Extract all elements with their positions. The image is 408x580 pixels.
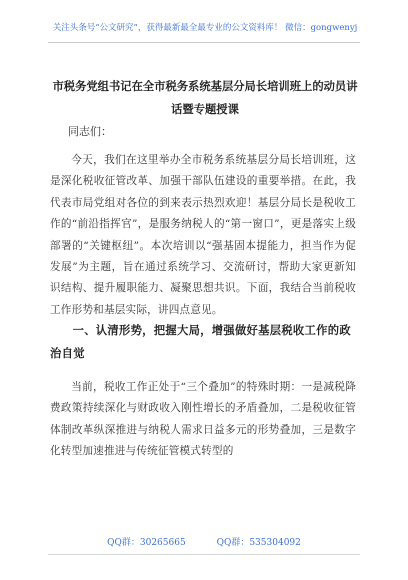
footer [0, 535, 408, 548]
paragraph-section-1: 当前，税收工作正处于“三个叠加”的特殊时期：一是减税降费政策持续深化与财政收入刚性增长的矛盾叠加，二是税收征管体制改革纵深推进与纳税人需求日益多元的形势叠加，三是数字化转型加速推进与传统征管模式转型的 [50, 381, 356, 458]
paragraph-intro: 今天，我们在这里举办全市税务系统基层分局长培训班，这是深化税收征管改革、加强干部队伍建设的重要举措。在此，我代表市局党组对各位的到来表示热烈欢迎！基层分局长是税收工作的“前沿指挥官”，是服务纳税人的“第一窗口”，更是落实上级部署的“关键枢纽”。本次培训以“强基固本提能力，担当作为促发展”为主题，旨在通过系统学习、交流研讨，帮助大家更新知识结构、提升履职能力、凝聚思想共识。下面，我结合当前税收工作形势和基层实际，讲四点意见。 [50, 154, 356, 316]
footer-divider [48, 554, 360, 555]
header-divider [48, 42, 360, 43]
footer-qq-group-1: QQ群：30265665 [107, 538, 186, 548]
salutation: 同志们： [68, 125, 112, 138]
document-title: 市税务党组书记在全市税务系统基层分局长培训班上的动员讲话暨专题授课 [52, 79, 358, 116]
footer-qq-group-2: QQ群：535304092 [216, 538, 301, 548]
header-notice: 关注头条号“公文研究”，获得最新最全最专业的公文资料库！ 微信：gongwenyj [52, 23, 358, 33]
section-heading-1: 一、认清形势，把握大局，增强做好基层税收工作的政治自觉 [50, 323, 351, 360]
